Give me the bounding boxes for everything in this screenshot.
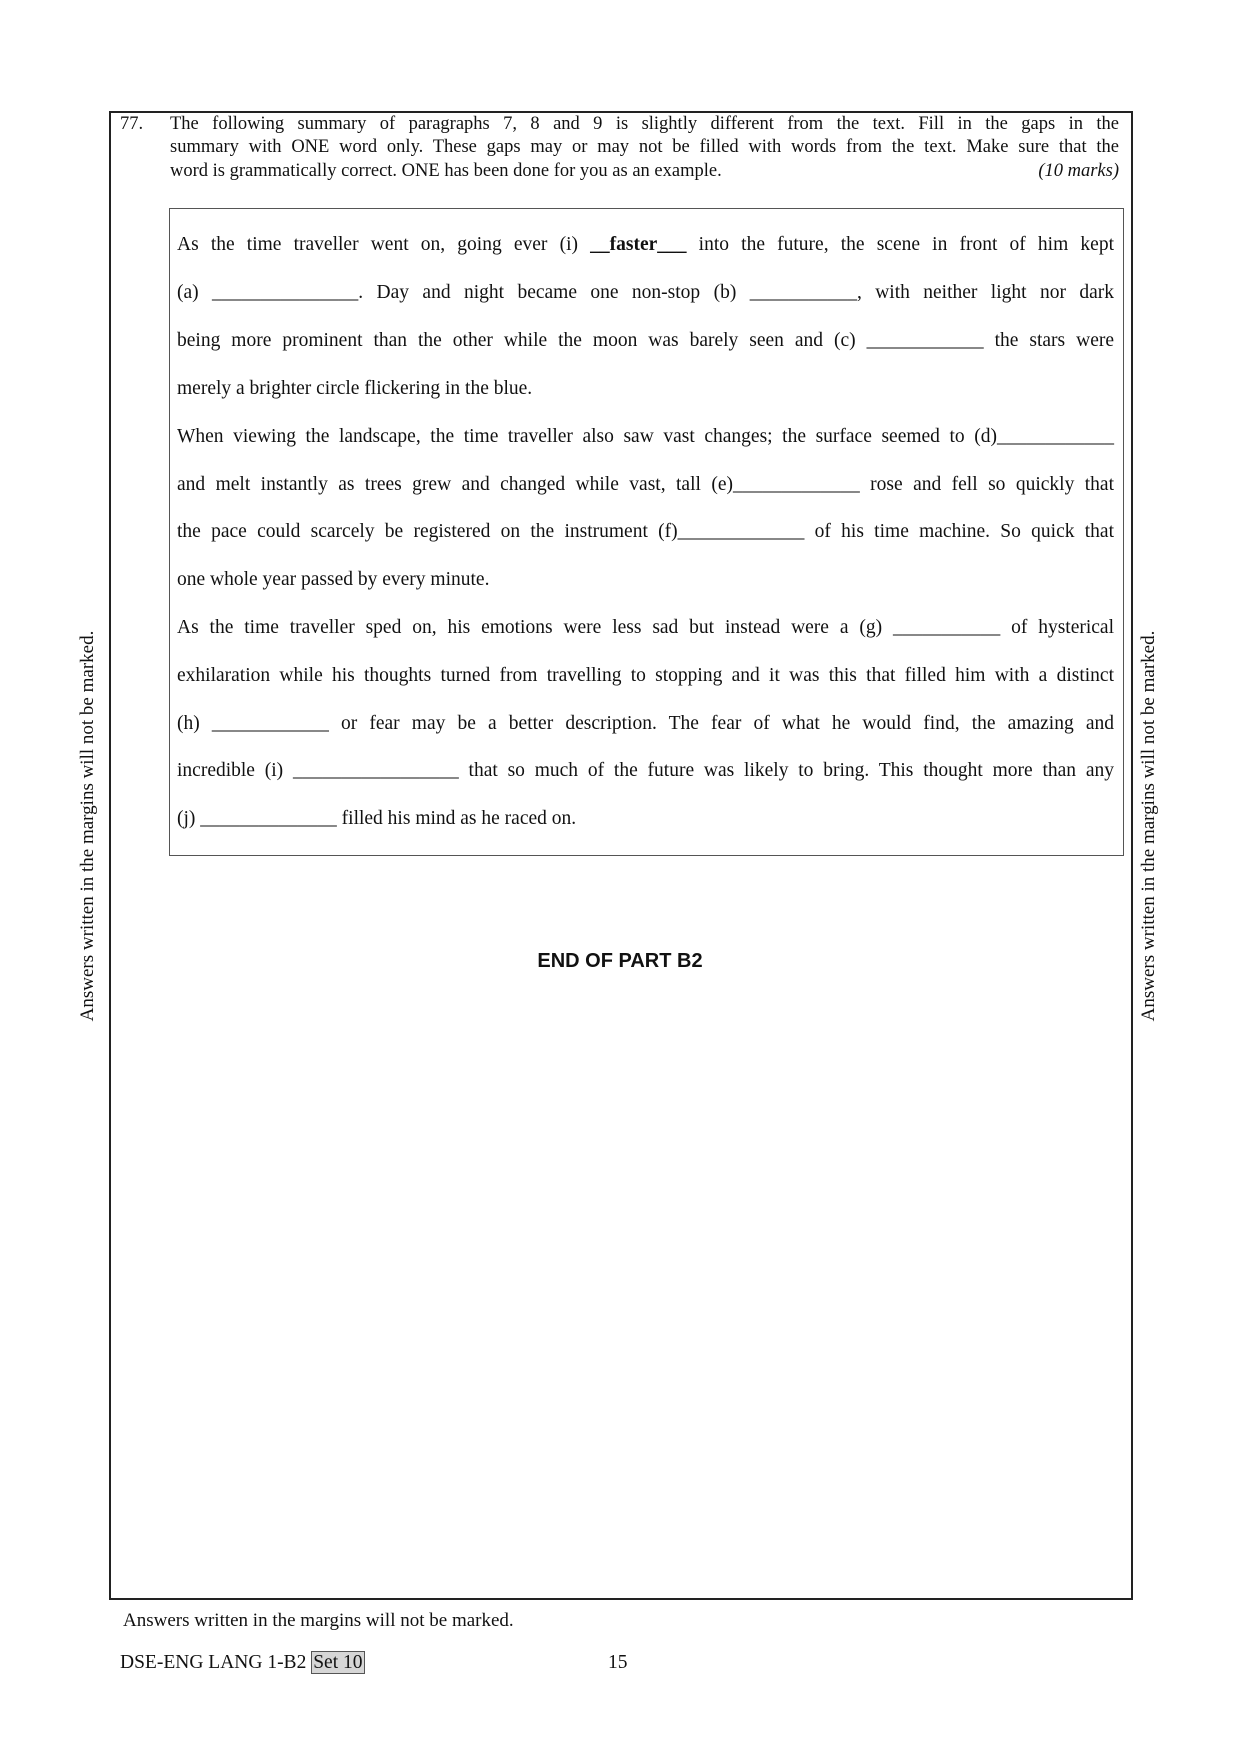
set-label: Set 10	[313, 1652, 363, 1673]
example-answer: __faster___	[590, 234, 687, 255]
end-of-part-heading: END OF PART B2	[537, 950, 703, 972]
summary-line: exhilaration while his thoughts turned from travelling to stopping and it was this that filled him with a distinct	[177, 665, 1114, 686]
right-margin-note: Answers written in the margins will not be marked.	[1138, 630, 1159, 1022]
summary-line: merely a brighter circle flickering in the blue.	[177, 378, 533, 399]
summary-line: one whole year passed by every minute.	[177, 569, 490, 590]
summary-line: the pace could scarcely be registered on the instrument (f)_____________ of his time machine. So quick that	[177, 521, 1114, 542]
summary-line: incredible (i) _________________ that so much of the future was likely to bring. This thought more than any	[177, 760, 1114, 781]
summary-line: (j) ______________ filled his mind as he raced on.	[177, 808, 577, 829]
footer-note: Answers written in the margins will not be marked.	[123, 1610, 514, 1631]
summary-line: and melt instantly as trees grew and changed while vast, tall (e)_____________ rose and fell so quickly that	[177, 474, 1114, 495]
summary-text: into the future, the scene in front of him kept	[686, 234, 1114, 255]
question-instruction-line: word is grammatically correct. ONE has been done for you as an example.	[170, 161, 722, 181]
question-number: 77.	[120, 114, 144, 134]
summary-line: (a) _______________. Day and night became one non-stop (b) ___________, with neither light nor dark	[177, 282, 1114, 303]
footer-paper-code	[120, 1652, 365, 1674]
left-margin-note: Answers written in the margins will not be marked.	[77, 630, 98, 1022]
marks-label: (10 marks)	[1038, 161, 1119, 181]
question-instruction-line: The following summary of paragraphs 7, 8 and 9 is slightly different from the text. Fill in the gaps in the	[170, 114, 1119, 134]
summary-line	[177, 233, 1114, 257]
summary-text: As the time traveller went on, going ever (i)	[177, 234, 591, 255]
question-instruction-line: summary with ONE word only. These gaps may or may not be filled with words from the text. Make sure that the	[170, 137, 1119, 157]
summary-line: being more prominent than the other while the moon was barely seen and (c) ____________ the stars were	[177, 330, 1114, 351]
paper-code: DSE-ENG LANG 1-B2	[120, 1652, 307, 1673]
summary-line: As the time traveller sped on, his emotions were less sad but instead were a (g) ___________ of hysterical	[177, 617, 1114, 638]
page-number: 15	[608, 1652, 628, 1673]
summary-line: When viewing the landscape, the time traveller also saw vast changes; the surface seemed to (d)____________	[177, 426, 1114, 447]
summary-line: (h) ____________ or fear may be a better description. The fear of what he would find, the amazing and	[177, 713, 1114, 734]
